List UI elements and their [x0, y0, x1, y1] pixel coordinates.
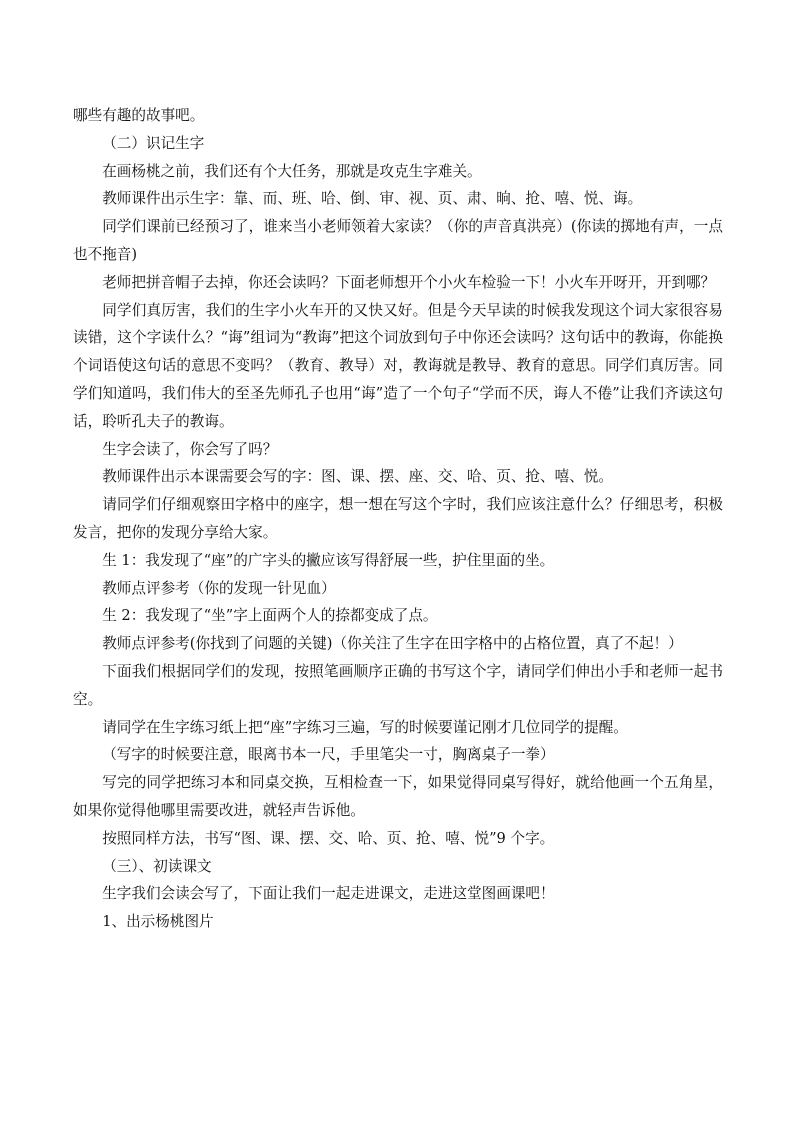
paragraph: 生 1：我发现了“座”的广字头的撇应该写得舒展一些，护住里面的坐。 — [102, 551, 555, 569]
paragraph: 请同学们仔细观察田字格中的座字，想一想在写这个字时，我们应该注意什么？仔细思考，积极发言，把你的发现分享给大家。 — [73, 496, 723, 541]
paragraph: 生字会读了，你会写了吗？ — [102, 440, 278, 458]
paragraph: 教师课件出示生字：靠、而、班、哈、倒、审、视、页、肃、晌、抢、嘻、悦、诲。 — [102, 190, 643, 208]
paragraph: 写完的同学把练习本和同桌交换，互相检查一下，如果觉得同桌写得好，就给他画一个五角星，如果你觉得他哪里需要改进，就轻声告诉他。 — [73, 774, 723, 819]
paragraph: 教师课件出示本课需要会写的字：图、课、摆、座、交、哈、页、抢、嘻、悦。 — [102, 468, 613, 486]
section-heading: （三）、初读课文 — [102, 857, 212, 875]
document-body — [73, 102, 723, 936]
paragraph: 下面我们根据同学们的发现，按照笔画顺序正确的书写这个字，请同学们伸出小手和老师一起书空。 — [73, 662, 723, 708]
paragraph: （写字的时候要注意，眼离书本一尺，手里笔尖一寸，胸离桌子一拳） — [102, 746, 555, 764]
paragraph: 同学们课前已经预习了，谁来当小老师领着大家读？（你的声音真洪亮）(你读的掷地有声，一点也不拖音) — [73, 218, 723, 263]
paragraph: 请同学在生字练习纸上把“座”字练习三遍，写的时候要谨记刚才几位同学的提醒。 — [102, 718, 628, 736]
paragraph: 教师点评参考（你的发现一针见血） — [102, 579, 336, 597]
paragraph: 1、出示杨桃图片 — [102, 913, 214, 931]
section-heading: （二）识记生字 — [102, 134, 205, 152]
paragraph: 哪些有趣的故事吧。 — [73, 107, 205, 124]
paragraph: 生 2：我发现了“坐”字上面两个人的捺都变成了点。 — [102, 607, 438, 625]
paragraph: 在画杨桃之前，我们还有个大任务，那就是攻克生字难关。 — [102, 162, 482, 180]
paragraph: 按照同样方法，书写“图、课、摆、交、哈、页、抢、嘻、悦”9 个字。 — [102, 829, 555, 847]
paragraph: 生字我们会读会写了，下面让我们一起走进课文，走进这堂图画课吧！ — [102, 885, 555, 903]
paragraph: 教师点评参考(你找到了问题的关键)（你关注了生字在田字格中的占格位置，真了不起！） — [102, 635, 683, 653]
paragraph: 同学们真厉害，我们的生字小火车开的又快又好。但是今天早读的时候我发现这个词大家很容易读错，这个字读什么？“诲”组词为“教诲”把这个词放到句子中你还会读吗？这句话中的教诲，你能换个词语使这句话的意思不变吗？（教育、教导）对，教诲就是教导、教育的意思。同学们真厉害。同学们知道吗，我们伟大的至圣先师孔子也用“诲”造了一个句子“学而不厌，诲人不倦”让我们齐读这句话，聆听孔夫子的教诲。 — [73, 301, 723, 430]
paragraph: 老师把拼音帽子去掉，你还会读吗？下面老师想开个小火车检验一下！小火车开呀开，开到哪？ — [102, 273, 716, 291]
